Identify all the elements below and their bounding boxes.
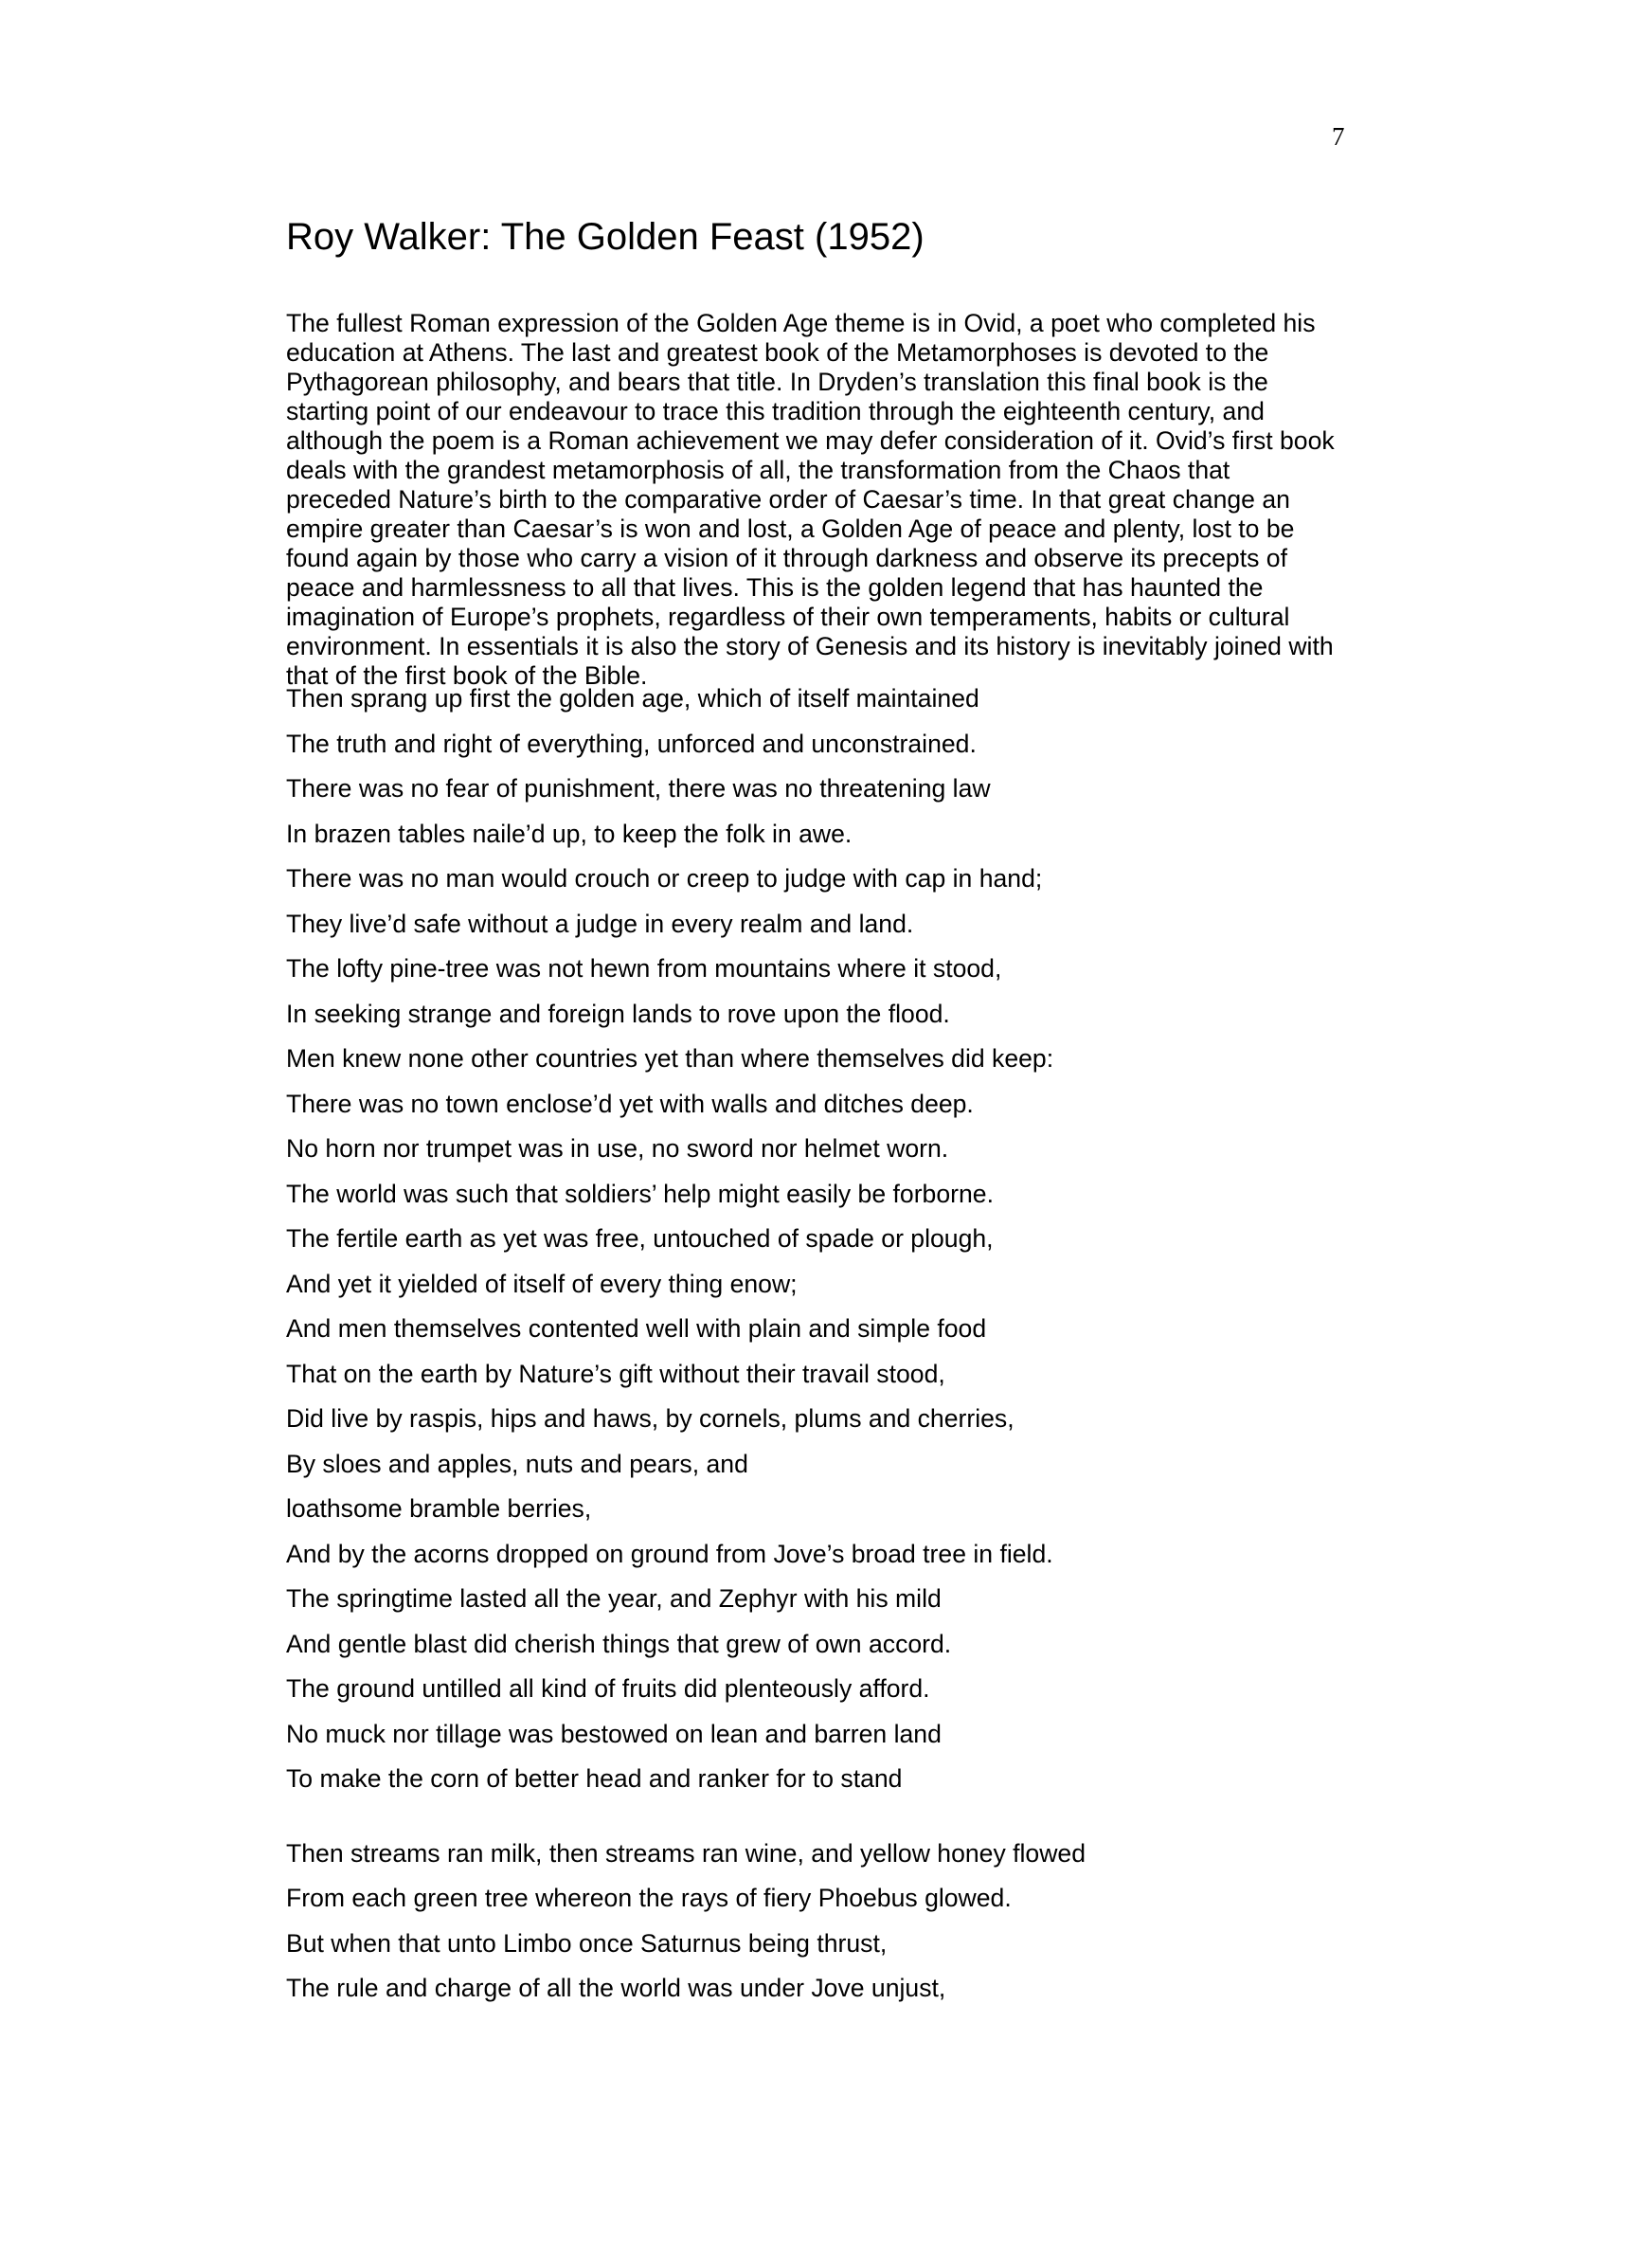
poem-line: The lofty pine-tree was not hewn from mountains where it stood, bbox=[286, 954, 1002, 983]
poem-line: The rule and charge of all the world was under Jove unjust, bbox=[286, 1974, 946, 2002]
intro-line: deals with the grandest metamorphosis of all, the transformation from the Chaos that bbox=[286, 456, 1230, 484]
intro-line: starting point of our endeavour to trace this tradition through the eighteenth century, and bbox=[286, 397, 1265, 425]
intro-paragraph bbox=[286, 309, 1404, 690]
poem-line: The fertile earth as yet was free, untouched of spade or plough, bbox=[286, 1224, 994, 1253]
document-title: Roy Walker: The Golden Feast (1952) bbox=[286, 216, 925, 258]
intro-line: peace and harmlessness to all that lives. This is the golden legend that has haunted the bbox=[286, 573, 1264, 602]
poem-line: That on the earth by Nature’s gift without their travail stood, bbox=[286, 1359, 945, 1388]
intro-line: found again by those who carry a vision of it through darkness and observe its precepts of bbox=[286, 544, 1287, 572]
poem-line: And men themselves contented well with plain and simple food bbox=[286, 1314, 987, 1343]
intro-line: although the poem is a Roman achievement we may defer consideration of it. Ovid’s first book bbox=[286, 426, 1335, 455]
poem-line: Then streams ran milk, then streams ran wine, and yellow honey flowed bbox=[286, 1838, 1086, 1868]
poem-line: The world was such that soldiers’ help might easily be forborne. bbox=[286, 1179, 994, 1208]
intro-line: imagination of Europe’s prophets, regardless of their own temperaments, habits or cultural bbox=[286, 603, 1290, 631]
intro-line: Pythagorean philosophy, and bears that title. In Dryden’s translation this final book is the bbox=[286, 368, 1268, 396]
poem-stanza-2 bbox=[286, 1839, 1404, 2019]
poem-line: And by the acorns dropped on ground from Jove’s broad tree in field. bbox=[286, 1539, 1053, 1568]
poem-line: In seeking strange and foreign lands to rove upon the flood. bbox=[286, 999, 950, 1028]
poem-line: By sloes and apples, nuts and pears, and bbox=[286, 1449, 748, 1478]
poem-line: The ground untilled all kind of fruits did plenteously afford. bbox=[286, 1674, 930, 1703]
intro-line: that of the first book of the Bible. bbox=[286, 661, 648, 690]
poem-line: Then sprang up first the golden age, which of itself maintained bbox=[286, 684, 979, 713]
intro-line: empire greater than Caesar’s is won and lost, a Golden Age of peace and plenty, lost to be bbox=[286, 515, 1295, 543]
poem-line: But when that unto Limbo once Saturnus being thrust, bbox=[286, 1928, 888, 1958]
poem-line: And yet it yielded of itself of every thing enow; bbox=[286, 1269, 798, 1298]
poem-line: And gentle blast did cherish things that grew of own accord. bbox=[286, 1629, 952, 1658]
poem-stanza-1 bbox=[286, 684, 1404, 1810]
poem-line: No horn nor trumpet was in use, no sword nor helmet worn. bbox=[286, 1134, 949, 1163]
poem-line: Men knew none other countries yet than where themselves did keep: bbox=[286, 1044, 1054, 1073]
poem-line: No muck nor tillage was bestowed on lean and barren land bbox=[286, 1719, 942, 1748]
intro-line: environment. In essentials it is also the story of Genesis and its history is inevitably joined with bbox=[286, 632, 1334, 660]
poem-line: They live’d safe without a judge in every realm and land. bbox=[286, 909, 914, 938]
intro-line: education at Athens. The last and greatest book of the Metamorphoses is devoted to the bbox=[286, 338, 1269, 367]
poem-line: loathsome bramble berries, bbox=[286, 1494, 592, 1523]
poem-line: There was no town enclose’d yet with walls and ditches deep. bbox=[286, 1089, 974, 1118]
stanza-gap bbox=[286, 1810, 1404, 1839]
poem-line: The springtime lasted all the year, and Zephyr with his mild bbox=[286, 1584, 942, 1613]
document-body bbox=[286, 214, 1404, 2019]
intro-line: preceded Nature’s birth to the comparative order of Caesar’s time. In that great change an bbox=[286, 485, 1290, 514]
poem-line: In brazen tables naile’d up, to keep the folk in awe. bbox=[286, 819, 853, 848]
poem-line: To make the corn of better head and ranker for to stand bbox=[286, 1764, 903, 1793]
poem-line: From each green tree whereon the rays of fiery Phoebus glowed. bbox=[286, 1884, 1012, 1912]
intro-line: The fullest Roman expression of the Golden Age theme is in Ovid, a poet who completed his bbox=[286, 309, 1316, 337]
poem-line: The truth and right of everything, unforced and unconstrained. bbox=[286, 729, 977, 758]
poem-line: There was no man would crouch or creep to judge with cap in hand; bbox=[286, 864, 1043, 893]
poem-line: Did live by raspis, hips and haws, by cornels, plums and cherries, bbox=[286, 1404, 1015, 1433]
poem-line: There was no fear of punishment, there was no threatening law bbox=[286, 774, 991, 803]
page-number: 7 bbox=[1332, 122, 1345, 151]
